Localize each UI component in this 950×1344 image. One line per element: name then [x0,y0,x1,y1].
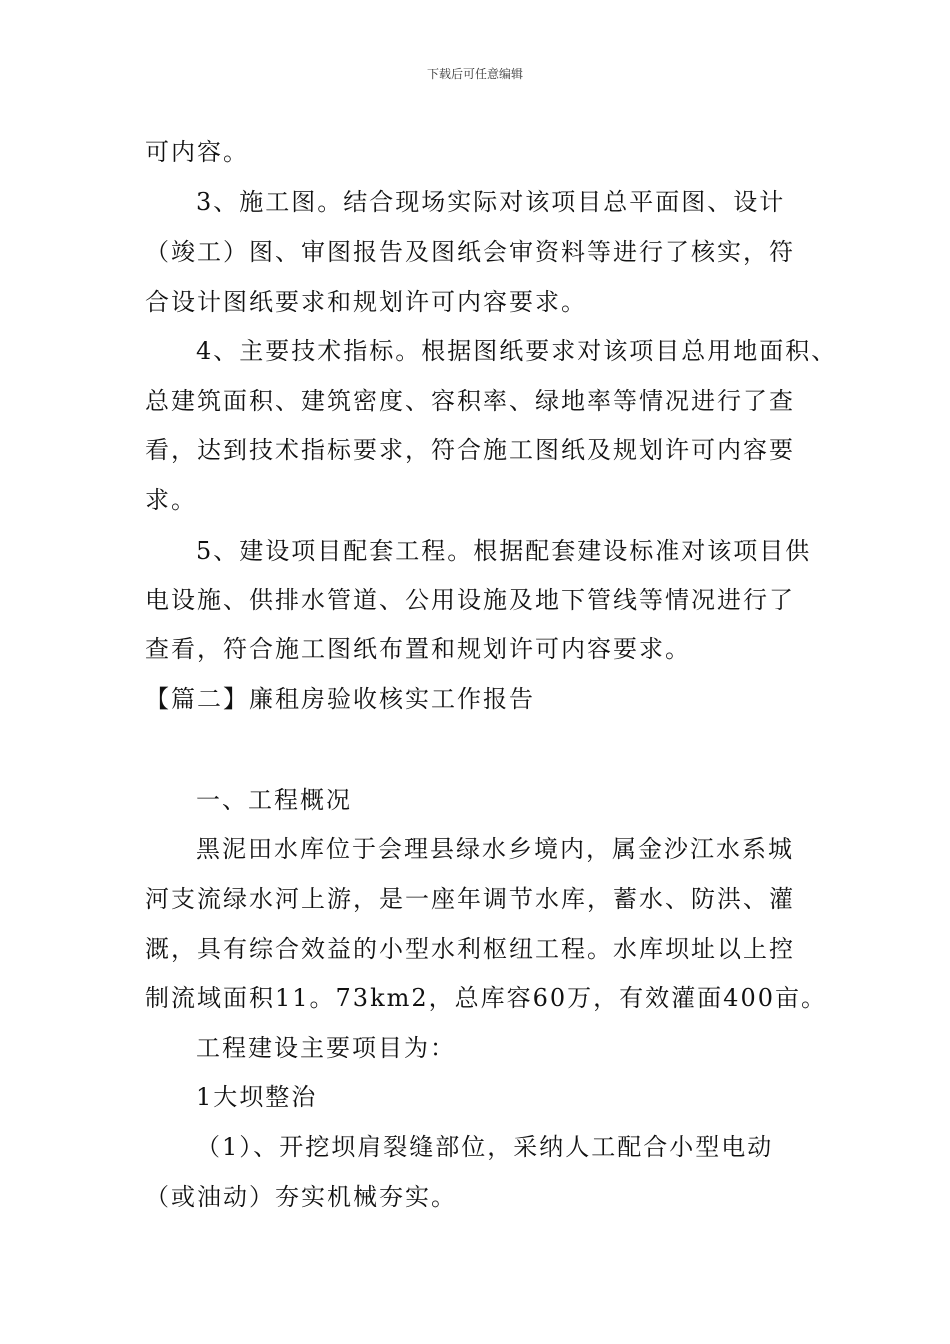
paragraph-line: 4、主要技术指标。根据图纸要求对该项目总用地面积、 [196,337,838,365]
paragraph-line: 合设计图纸要求和规划许可内容要求。 [145,288,587,316]
paragraph-line: （或油动）夯实机械夯实。 [145,1183,457,1211]
paragraph-line: 总建筑面积、建筑密度、容积率、绿地率等情况进行了查 [145,387,795,415]
paragraph-line: 河支流绿水河上游，是一座年调节水库，蓄水、防洪、灌 [145,885,795,913]
page-header: 下载后可任意编辑 [426,67,523,81]
paragraph-line: 5、建设项目配套工程。根据配套建设标准对该项目供 [196,537,812,565]
paragraph-line: 黑泥田水库位于会理县绿水乡境内，属金沙江水系城 [196,835,794,863]
paragraph-line: （1）、开挖坝肩裂缝部位，采纳人工配合小型电动 [196,1133,774,1161]
paragraph-line: （竣工）图、审图报告及图纸会审资料等进行了核实，符 [145,238,795,266]
paragraph-line: 1大坝整治 [196,1083,318,1111]
subsection-heading: 一、工程概况 [196,786,352,814]
paragraph-line: 3、施工图。结合现场实际对该项目总平面图、设计 [196,188,786,216]
paragraph-line: 制流域面积11。73km2，总库容60万，有效灌面400亩。 [145,984,827,1012]
paragraph-line: 溉，具有综合效益的小型水利枢纽工程。水库坝址以上控 [145,935,795,963]
paragraph-line: 工程建设主要项目为： [196,1034,456,1062]
paragraph-line: 查看，符合施工图纸布置和规划许可内容要求。 [145,635,691,663]
paragraph-line: 看，达到技术指标要求，符合施工图纸及规划许可内容要 [145,436,795,464]
paragraph-line: 求。 [145,486,197,514]
paragraph-line: 电设施、供排水管道、公用设施及地下管线等情况进行了 [145,586,795,614]
paragraph-line: 可内容。 [145,138,249,166]
section-heading: 【篇二】廉租房验收核实工作报告 [145,685,535,713]
